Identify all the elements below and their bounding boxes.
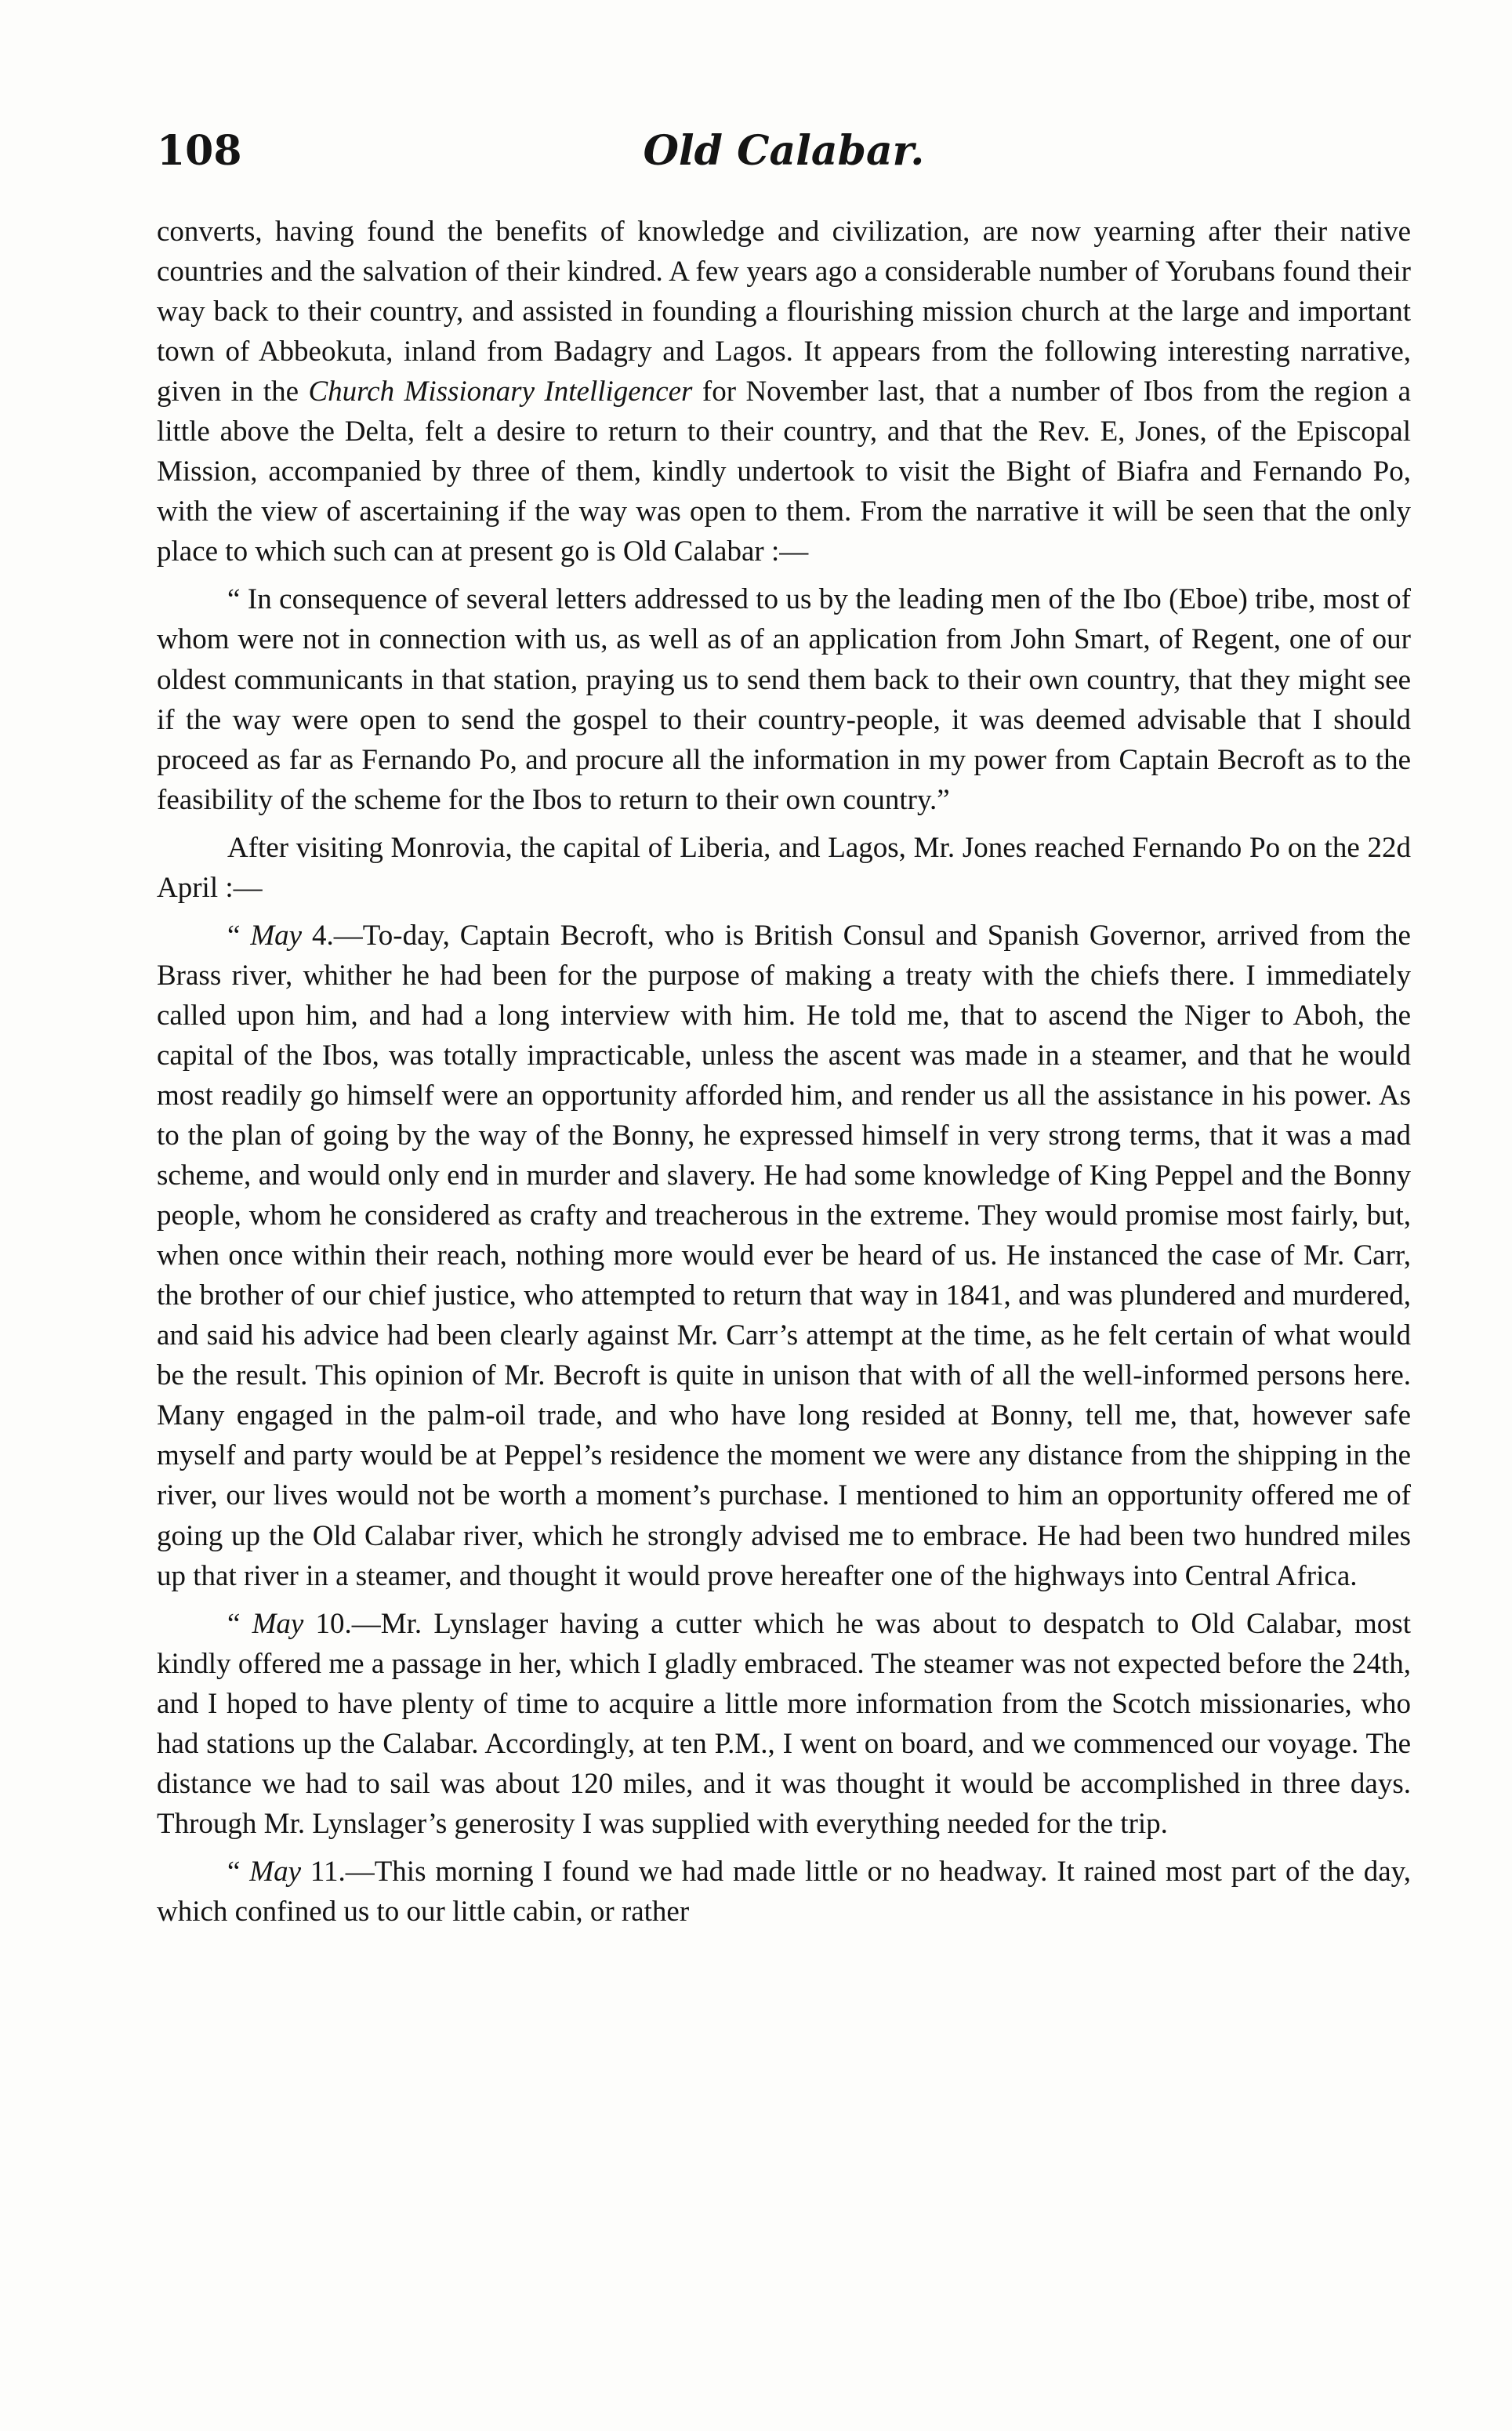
paragraph [157,212,1411,571]
paragraph [157,1604,1411,1844]
text-run: “ [227,1855,250,1888]
italic-text: May [250,919,303,952]
paragraph [157,916,1411,1596]
italic-text: Church Missionary Intelligencer [308,376,693,408]
page-number: 108 [157,127,242,175]
running-title: Old Calabar. [643,127,925,175]
paragraph [157,828,1411,908]
text-run: “ [227,919,251,952]
paragraph [157,579,1411,819]
text-run: 11.—This morning I found we had made little or no headway. It rained most part of the day, which confined us to our little cabin, or rather [157,1855,1411,1928]
italic-text: May [252,1607,304,1640]
text-run: converts, having found the benefits of knowledge and civilization, are now yearning after their native countries and the salvation of their kindred. A few years ago a considerable number of Yorubans found their way back to their country, and assisted in founding a flourishing mission church at the large and important town of Abbeokuta, inland from Badagry and Lagos. It appears from the following interesting narrative, given in the [157,216,1411,408]
text-run: 4.—To-day, Captain Becroft, who is British Consul and Spanish Governor, arrived from the Brass river, whither he had been for the purpose of making a treaty with the chiefs there. I immediately called upon him, and had a long interview with him. He told me, that to ascend the Niger to Aboh, the capital of the Ibos, was totally impracticable, unless the ascent was made in a steamer, and that he would most readily go himself were an opportunity afforded him, and render us all the assistance in his power. As to the plan of going by the way of the Bonny, he expressed himself in very strong terms, that it was a mad scheme, and would only end in murder and slavery. He had some knowledge of King Peppel and the Bonny people, whom he considered as crafty and treacherous in the extreme. They would promise most fairly, but, when once within their reach, nothing more would ever be heard of us. He instanced the case of Mr. Carr, the brother of our chief justice, who attempted to return that way in 1841, and was plundered and murdered, and said his advice had been clearly against Mr. Carr’s attempt at the time, as he felt certain of what would be the result. This opinion of Mr. Becroft is quite in unison that with of all the well-informed persons here. Many engaged in the palm-oil trade, and who have long resided at Bonny, tell me, that, however safe myself and party would be at Peppel’s residence the moment we were any distance from the shipping in the river, our lives would not be worth a moment’s purchase. I mentioned to him an opportunity offered me of going up the Old Calabar river, which he strongly advised me to embrace. He had been two hundred miles up that river in a steamer, and thought it would prove hereafter one of the highways into Central Africa. [157,919,1411,1592]
body-text [157,212,1411,1932]
text-run: “ [227,1607,252,1640]
page-header [157,118,1411,212]
text-run: After visiting Monrovia, the capital of Liberia, and Lagos, Mr. Jones reached Fernando Po on the 22d April :— [157,831,1411,904]
text-run: “ In consequence of several letters addressed to us by the leading men of the Ibo (Eboe) tribe, most of whom were not in connection with us, as well as of an application from John Smart, of Regent, one of our oldest communicants in that station, praying us to send them back to their own country, that they might see if the way were open to send the gospel to their country-people, it was deemed advisable that I should proceed as far as Fernando Po, and procure all the information in my power from Captain Becroft as to the feasibility of the scheme for the Ibos to return to their own country.” [157,583,1411,816]
book-page [157,118,1411,1939]
text-run: for November last, that a number of Ibos from the region a little above the Delta, felt a desire to return to their country, and that the Rev. E, Jones, of the Episcopal Mission, accompanied by three of them, kindly undertook to visit the Bight of Biafra and Fernando Po, with the view of ascertaining if the way was open to them. From the narrative it will be seen that the only place to which such can at present go is Old Calabar :— [157,376,1411,568]
italic-text: May [249,1855,301,1888]
text-run: 10.—Mr. Lynslager having a cutter which he was about to despatch to Old Calabar, most kindly offered me a passage in her, which I gladly embraced. The steamer was not expected before the 24th, and I hoped to have plenty of time to acquire a little more information from the Scotch missionaries, who had stations up the Calabar. Accordingly, at ten P.M., I went on board, and we commenced our voyage. The distance we had to sail was about 120 miles, and it was thought it would be accomplished in three days. Through Mr. Lynslager’s generosity I was supplied with everything needed for the trip. [157,1607,1411,1840]
paragraph [157,1852,1411,1932]
